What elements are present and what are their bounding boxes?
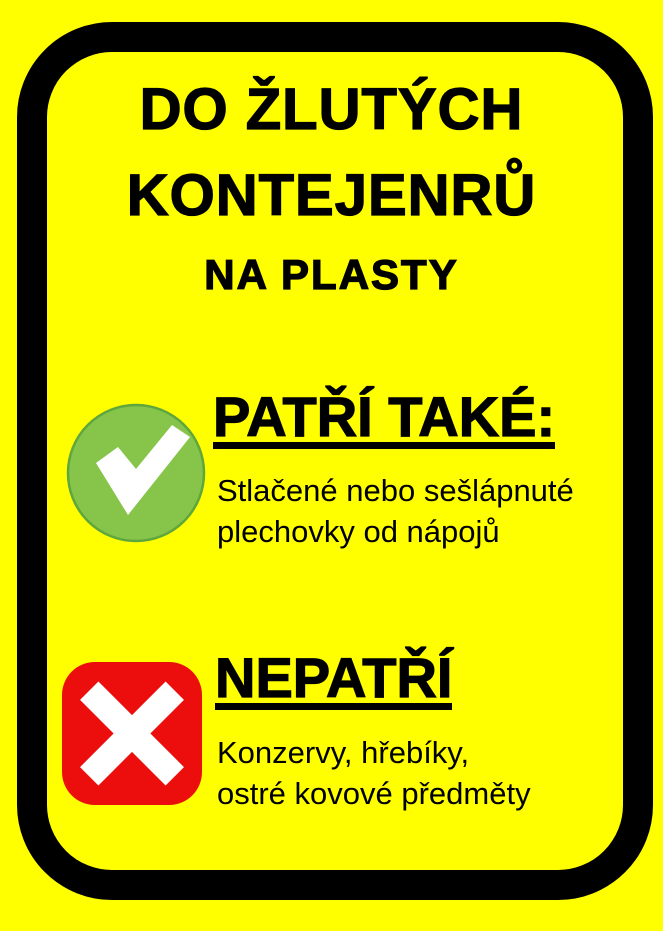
allowed-title: PATŘÍ TAKÉ:: [213, 385, 556, 448]
allowed-text-line-2: plechovky od nápojů: [217, 514, 500, 549]
headline-line-3: NA PLASTY: [204, 251, 459, 298]
denied-text: [217, 732, 531, 814]
headline-line-1: DO ŽLUTÝCH: [139, 77, 524, 142]
x-icon: [62, 662, 202, 805]
allowed-text: [217, 470, 574, 552]
allowed-text-line-1: Stlačené nebo sešlápnuté: [217, 473, 574, 508]
check-icon: [66, 403, 206, 543]
denied-text-line-2: ostré kovové předměty: [217, 776, 531, 811]
denied-text-line-1: Konzervy, hřebíky,: [217, 735, 470, 770]
headline-line-2: KONTEJENRŮ: [126, 163, 537, 228]
denied-title: NEPATŘÍ: [215, 646, 453, 709]
